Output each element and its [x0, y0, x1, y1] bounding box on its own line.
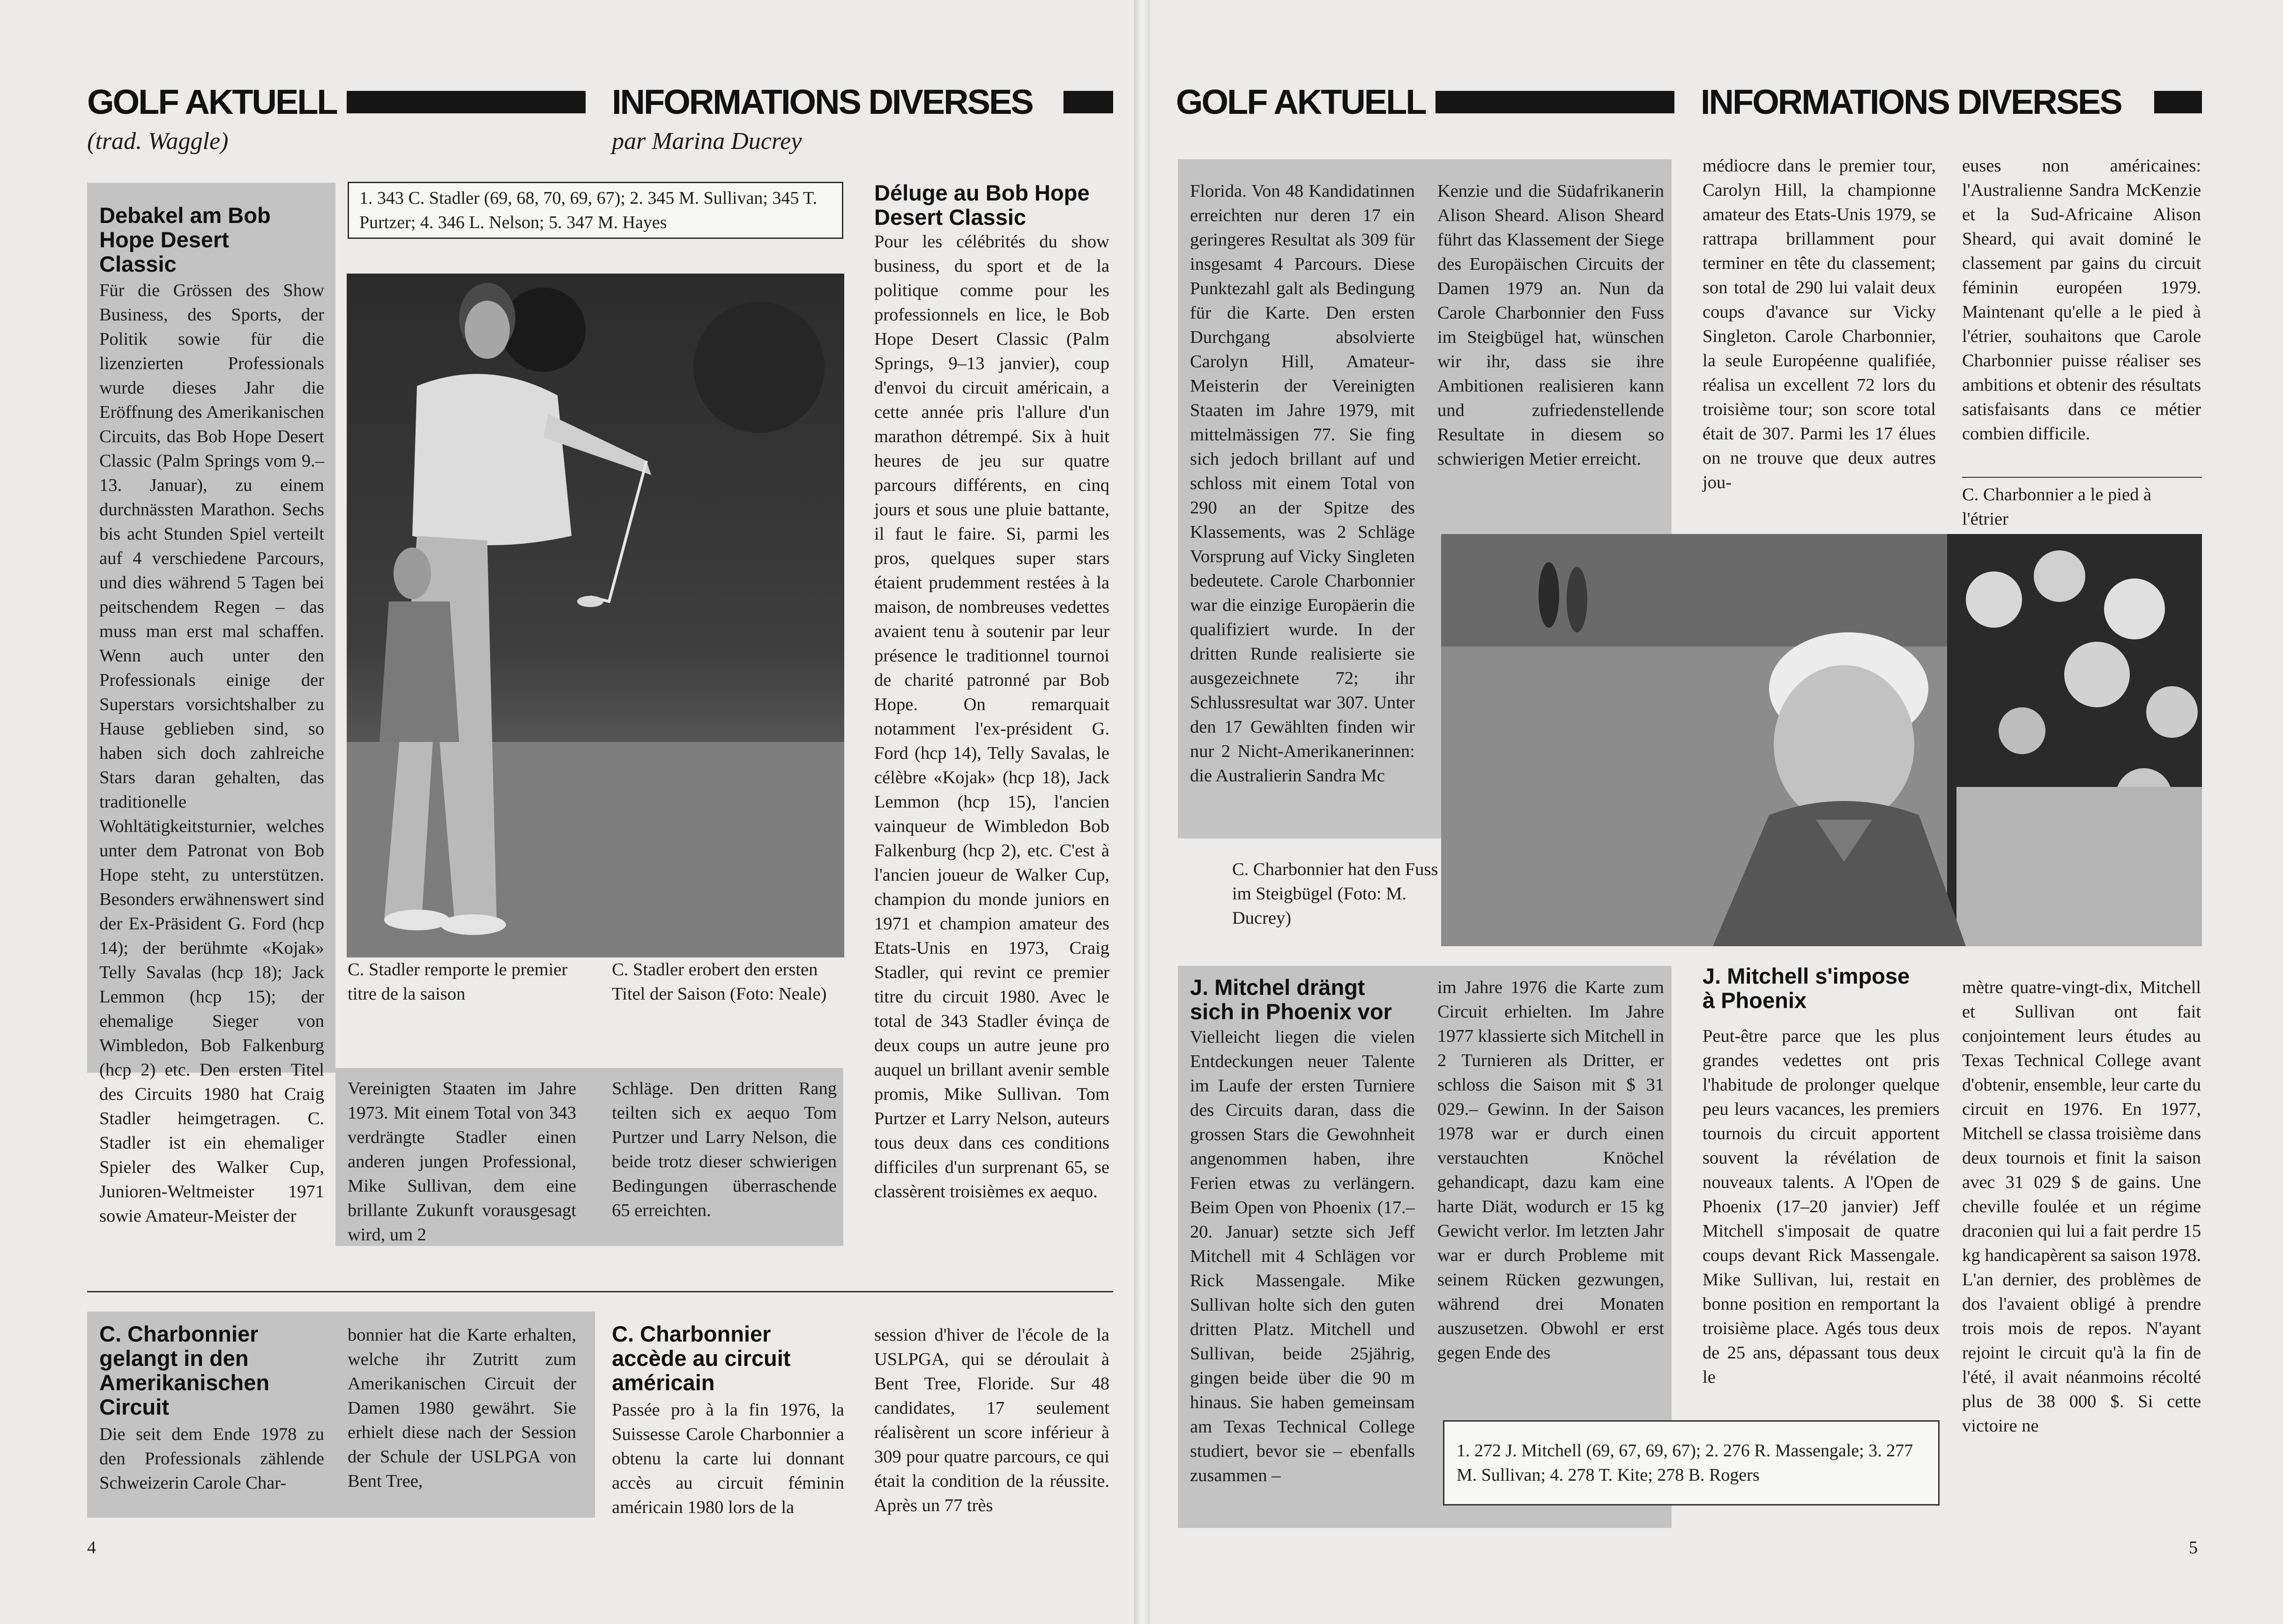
article-title-mitchell-fr: J. Mitchell s'impose à Phoenix — [1703, 964, 1910, 1013]
photo-caption-fr: C. Stadler remporte le premier titre de la saison — [348, 960, 568, 1004]
article-title-debakel: Debakel am Bob Hope Desert Classic — [99, 203, 271, 276]
article-title-charbonnier-de: C. Charbonnier gelangt in den Amerikanischen Circuit — [99, 1321, 270, 1419]
article-text-debakel-col3: Schläge. Den dritten Rang teilten sich ex aequo Tom Purtzer und Larry Nelson, die beide trotz dieser schwierigen Bedingungen überraschende 65 erreichten. — [612, 1079, 837, 1220]
photo-craig-stadler — [347, 274, 844, 957]
article-text-debakel-col1: Für die Grössen des Show Business, des Sports, der Politik sowie für die lizenzierten Professionals wurde dieses Jahr die Eröffnung des Amerikanischen Circuits, das Bob Hope Desert Classic (Palm Springs vom 9.–13. Januar), zu einem durchnässten Marathon. Sechs bis acht Stunden Spiel verteilt auf 4 verschiedene Parcours, und dies während 5 Tagen bei peitschendem Regen – das muss man erst mal schaffen. Wenn auch unter den Professionals einige der Superstars vorsichtshalber zu Hause geblieben sind, so haben sich doch zahlreiche Stars daran gehalten, das traditionelle Wohltätigkeitsturnier, welches unter dem Patronat von Bob Hope steht, zu unterstützen. Besonders erwähnenswert sind der Ex-Präsident G. Ford (hcp 14); der berühmte «Kojak» Telly Savalas (hcp 18); Jack Lemmon (hcp 15); der ehemalige Sieger von Wimbledon, Bob Falkenburg (hcp 2) etc. Den ersten Titel des Circuits 1980 hat Craig Stadler heimgetragen. C. Stadler ist ein ehemaliger Spieler des Walker Cup, Junioren-Weltmeister 1971 sowie Amateur-Meister der — [99, 281, 324, 1226]
photo-carole-charbonnier — [1441, 534, 2202, 946]
results-box-mitchell: 1. 272 J. Mitchell (69, 67, 69, 67); 2. 276 R. Massengale; 3. 277 M. Sullivan; 4. 278 T. Kite; 278 B. Rogers — [1443, 1420, 1940, 1505]
results-box-stadler: 1. 343 C. Stadler (69, 68, 70, 69, 67); 2. 345 M. Sullivan; 345 T. Purtzer; 4. 346 L. Nelson; 5. 347 M. Hayes — [348, 182, 843, 239]
article-text-charbonnier-fr-cont2: euses non américaines: l'Australienne Sandra McKenzie et la Sud-Africaine Alison Sheard, qui avait dominé le classement par gains du circuit féminin européen 1979. Maintenant qu'elle a le pied à l'étrier, souhaitons que Carole Charbonnier puisse réaliser ses ambitions et obtenir des résultats satisfaisants dans ce métier combien difficile. — [1962, 156, 2201, 444]
header-informations-diverses-left: INFORMATIONS DIVERSES — [612, 82, 1033, 121]
article-text-charbonnier-fr-cont1: médiocre dans le premier tour, Carolyn Hill, la championne amateur des Etats-Unis 1979, se rattrapa brillamment pour terminer en tête du classement; son total de 290 lui valait deux coups d'avance sur Vicky Singleton. Carole Charbonnier, la seule Européenne qualifiée, réalisa un excellent 72 lors du troisième tour; son score total était de 307. Parmi les 17 élues on ne trouve que deux autres jou- — [1703, 156, 1936, 492]
article-text-mitchel-de-col1: Vielleicht liegen die vielen Entdeckungen neuer Talente im Laufe der ersten Turniere des Circuits daran, dass die grossen Stars die Gewohnheit angenommen haben, ihre Ferien etwas zu verlängern. Beim Open von Phoenix (17.–20. Januar) setzte sich Jeff Mitchell mit 4 Schlägen vor Rick Massengale. Mike Sullivan holte sich den guten dritten Platz. Mitchell und Sullivan, beide 25jährig, gingen beide über die 90 m hinaus. Sie haben gemeinsam am Texas Technical College studiert, bevor sie – ebenfalls zusammen – — [1190, 1027, 1415, 1485]
article-text-charbonnier-fr-col2: session d'hiver de l'école de la USLPGA, qui se déroulait à Bent Tree, Floride. Sur 48 candidates, 17 seulement réalisèrent un score inférieur à 309 pour quatre parcours, ce qui était la condition de la réussite. Après un 77 très — [874, 1325, 1109, 1515]
article-text-debakel-col2: Vereinigten Staaten im Jahre 1973. Mit einem Total von 343 verdrängte Stadler einen anderen jungen Professional, Mike Sullivan, dem eine brillante Zukunft vorausgesagt wird, um 2 — [348, 1079, 576, 1245]
article-title-deluge: Déluge au Bob Hope Desert Classic — [874, 180, 1090, 230]
photo-caption-charbonnier-de: C. Charbonnier hat den Fuss im Steigbügel (Foto: M. Ducrey) — [1232, 860, 1438, 928]
header-golf-aktuell-right: GOLF AKTUELL — [1176, 82, 1426, 121]
page-number-right: 5 — [2189, 1538, 2198, 1557]
header-bar — [1063, 91, 1113, 113]
header-informations-diverses-right: INFORMATIONS DIVERSES — [1701, 82, 2121, 121]
page-number-left: 4 — [87, 1538, 96, 1557]
header-bar — [1435, 91, 1674, 113]
spine-gutter — [1134, 0, 1150, 1624]
article-text-mitchell-fr-col1: Peut-être parce que les plus grandes vedettes ont pris l'habitude de prolonger quelque peu leurs vacances, les premiers tournois du circuit apportent souvent la révélation de nouveaux talents. A l'Open de Phoenix (17–20 janvier) Jeff Mitchell s'imposait de quatre coups devant Rick Massengale. Mike Sullivan, lui, restait en bonne position en remportant la troisième place. Agés tous deux de 25 ans, dépassant tous deux le — [1703, 1026, 1940, 1387]
header-golf-aktuell-left: GOLF AKTUELL — [87, 82, 337, 121]
photo-caption-charbonnier-fr: C. Charbonnier a le pied à l'étrier — [1962, 485, 2152, 529]
article-text-charbonnier-fr-col1: Passée pro à la fin 1976, la Suissesse Carole Charbonnier a obtenu la carte lui donnant accès au circuit féminin américain 1980 lors de la — [612, 1400, 844, 1517]
article-title-mitchel-de: J. Mitchel drängt sich in Phoenix vor — [1190, 975, 1392, 1024]
article-text-mitchel-de-col2: im Jahre 1976 die Karte zum Circuit erhielten. Im Jahre 1977 klassierte sich Mitchell in 2 Turnieren als Dritter, er schloss die Saison mit $ 31 029.– Gewinn. In der Saison 1978 war er durch einen verstauchten Knöchel gehandicapt, dazu kam eine harte Diät, wodurch er 15 kg Gewicht verlor. Im letzten Jahr war er durch Probleme mit seinem Rücken gezwungen, während drei Monaten auszusetzen. Obwohl er erst gegen Ende des — [1437, 978, 1664, 1363]
article-text-charbonnier-de-col2: bonnier hat die Karte erhalten, welche ihr Zutritt zum Amerikanischen Circuit der Damen 1980 gewährt. Sie erhielt diese nach der Session der Schule der USLPGA von Bent Tree, — [348, 1325, 576, 1491]
photo-caption-de: C. Stadler erobert den ersten Titel der Saison (Foto: Neale) — [612, 960, 827, 1004]
article-text-charbonnier-de-cont2: Kenzie und die Südafrikanerin Alison Sheard. Alison Sheard führt das Klassement der Siege des Europäischen Circuits der Damen 1979 an. Nun da Carole Charbonnier den Fuss im Steigbügel hat, wünschen wir ihr, dass sie ihre Ambitionen realisieren kann und zufriedenstellende Resultate in diesem so schwierigen Metier erreicht. — [1437, 181, 1664, 469]
header-bar — [347, 91, 586, 113]
header-bar — [2154, 91, 2202, 113]
byline-author: par Marina Ducrey — [612, 128, 802, 155]
article-text-charbonnier-de-col1: Die seit dem Ende 1978 zu den Professionals zählende Schweizerin Carole Char- — [99, 1424, 324, 1493]
section-divider — [87, 1291, 1113, 1292]
article-text-deluge: Pour les célébrités du show business, du sport et de la politique comme pour les professionnels en lice, le Bob Hope Desert Classic (Palm Springs, 9–13 janvier), coup d'envoi du circuit américain, a cette année pris l'allure d'un marathon détrempé. Six à huit heures de jeu sur quatre parcours différents, en cinq jours et sous une pluie battante, il faut le faire. Si, parmi les pros, quelques super stars étaient prudemment restées à la maison, de nombreuses vedettes avaient tenu à soutenir par leur présence le traditionnel tournoi de charité patronné par Bob Hope. On remarquait notamment l'ex-président G. Ford (hcp 14), Telly Savalas, le célèbre «Kojak» (hcp 18), Jack Lemmon (hcp 15), l'ancien vainqueur de Wimbledon Bob Falkenburg (hcp 2), etc. C'est à l'ancien joueur de Walker Cup, champion du monde juniors en 1971 et champion amateur des Etats-Unis en 1973, Craig Stadler, qui revint ce premier titre du circuit 1980. Avec le total de 343 Stadler évinça de deux coups un autre jeune pro auquel un brillant avenir semble promis, Mike Sullivan. Tom Purtzer et Larry Nelson, auteurs tous deux dans ces conditions difficiles d'un surprenant 65, se classèrent troisièmes ex aequo. — [874, 232, 1109, 1201]
byline-translator: (trad. Waggle) — [87, 128, 229, 155]
article-title-charbonnier-fr: C. Charbonnier accède au circuit américain — [612, 1321, 791, 1395]
article-text-charbonnier-de-cont1: Florida. Von 48 Kandidatinnen erreichten nur deren 17 ein geringeres Resultat als 309 für insgesamt 4 Parcours. Diese Punktezahl galt als Bedingung für die Karte. Den ersten Durchgang absolvierte Carolyn Hill, Amateur-Meisterin der Vereinigten Staaten im Jahre 1979, mit mittelmässigen 77. Sie fing sich jedoch brillant auf und schloss mit einem Total von 290 an der Spitze des Klassements, was 2 Schläge Vorsprung auf Vicky Singleten bedeutete. Carole Charbonnier war die einzige Europäerin die qualifiziert wurde. In der dritten Runde realisierte sie ausgezeichnete 72; ihr Schlussresultat war 307. Unter den 17 Gewählten finden wir nur 2 Nicht-Amerikanerinnen: die Australierin Sandra Mc — [1190, 181, 1415, 786]
caption-rule — [1962, 477, 2202, 478]
article-text-mitchell-fr-col2: mètre quatre-vingt-dix, Mitchell et Sullivan ont fait conjointement leurs études au Texas Technical College avant d'obtenir, ensemble, leur carte du circuit en 1976. En 1977, Mitchell se classa troisième dans deux tournois et finit la saison avec 31 029 $ de gains. Une cheville foulée et un régime draconien qui lui a fait perdre 15 kg handicapèrent sa saison 1978. L'an dernier, des problèmes de dos l'avaient obligé à prendre trois mois de repos. N'ayant rejoint le circuit qu'à la fin de l'été, il avait néanmoins récolté plus de 38 000 $. Si cette victoire ne — [1962, 978, 2201, 1436]
